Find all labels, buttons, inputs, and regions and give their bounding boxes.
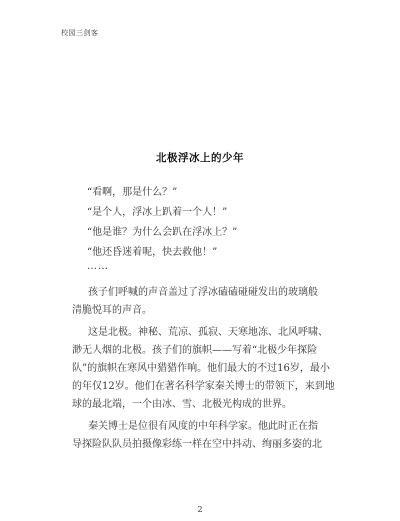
paragraph bbox=[72, 284, 344, 320]
body-text bbox=[72, 284, 344, 458]
text-line: 这是北极。神秘、荒凉、孤寂、天寒地冻、北风呼啸、 bbox=[88, 327, 328, 338]
text-line: 队”的旗帜在寒风中猎猎作响。他们最大的不过16岁，最小 bbox=[72, 363, 330, 374]
dialogue-block bbox=[87, 183, 347, 263]
text-line: 秦关博士是位很有风度的中年科学家。他此时正在指 bbox=[88, 421, 318, 432]
text-line: 导探险队队员拍摄像彩练一样在空中抖动、绚丽多姿的北 bbox=[72, 439, 322, 450]
text-line: 渺无人烟的北极。孩子们的旗帜——写着“北极少年探险 bbox=[72, 345, 318, 356]
text-line: 清脆悦耳的声音。 bbox=[72, 305, 152, 316]
dialogue-line: “是个人，浮冰上趴着一个人！” bbox=[87, 207, 228, 218]
paragraph bbox=[72, 418, 344, 454]
text-line: 的年仅12岁。他们在著名科学家秦关博士的带领下，来到地 bbox=[72, 381, 335, 392]
text-line: 球的最北端，一个由冰、雪、北极光构成的世界。 bbox=[72, 399, 292, 410]
dialogue-line: “他还昏迷着呢，快去救他！” bbox=[87, 247, 218, 258]
text-line: 孩子们呼喊的声音盖过了浮冰磕磕碰碰发出的玻璃般 bbox=[88, 287, 318, 298]
paragraph bbox=[72, 324, 344, 414]
running-header: 校园三剑客 bbox=[61, 29, 99, 37]
dialogue-line: “他是谁？为什么会趴在浮冰上？” bbox=[87, 227, 238, 238]
page-number: 2 bbox=[197, 505, 203, 514]
dialogue-line: “看啊，那是什么？” bbox=[87, 187, 178, 198]
ellipsis: …… bbox=[87, 261, 109, 272]
chapter-title: 北极浮冰上的少年 bbox=[156, 152, 244, 164]
